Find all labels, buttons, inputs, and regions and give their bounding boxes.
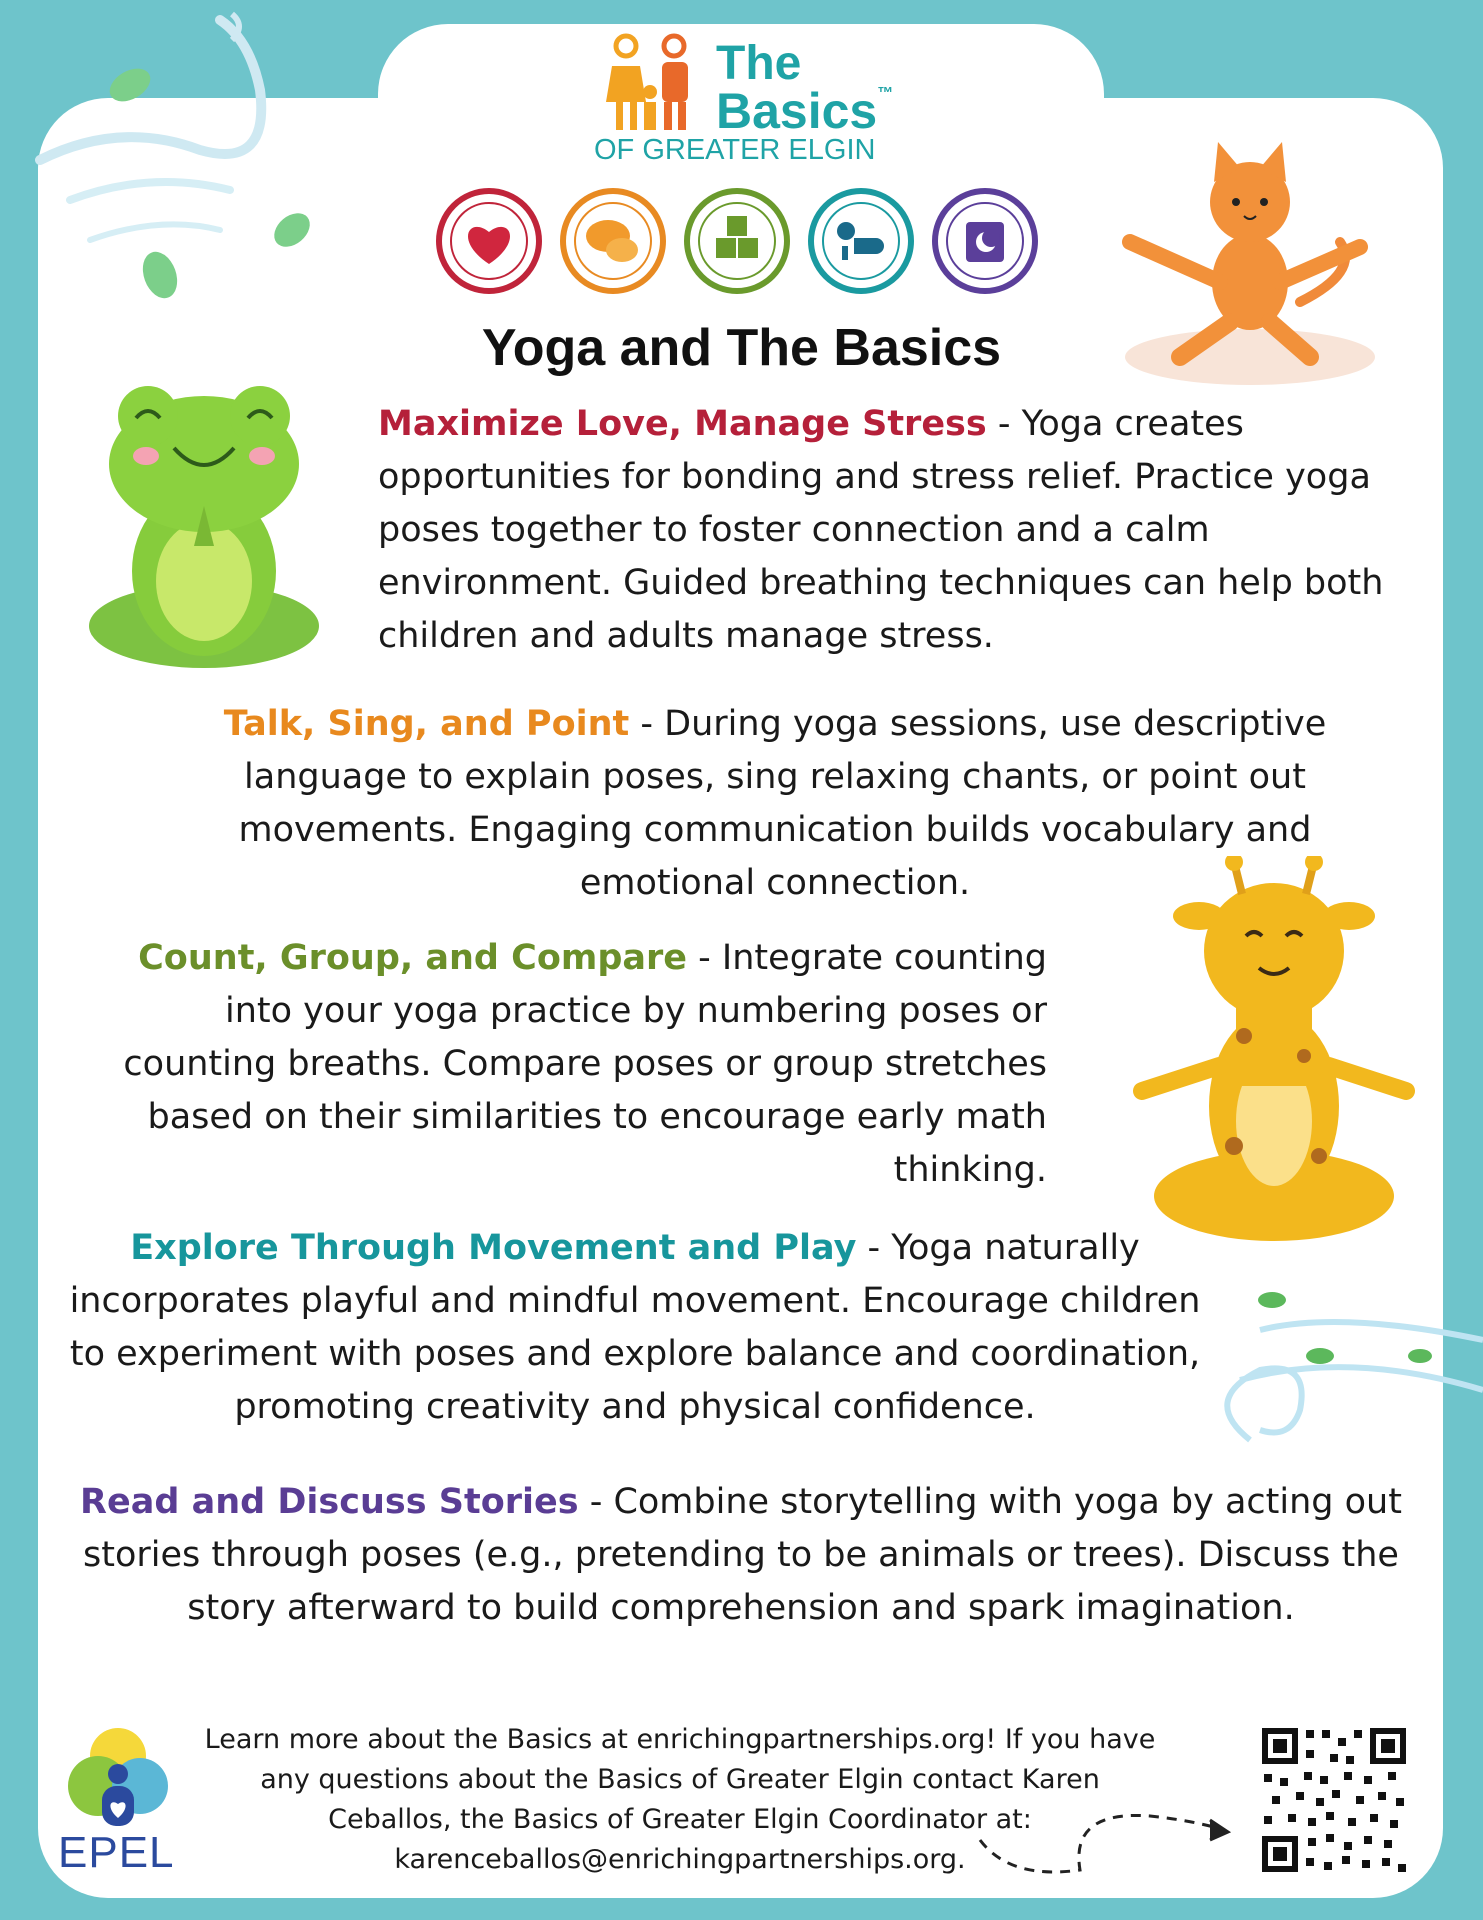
section-heading: Talk, Sing, and Point	[223, 704, 630, 744]
speech-badge-icon	[558, 186, 668, 296]
dashed-arrow-icon	[970, 1800, 1232, 1880]
heart-badge-icon	[434, 186, 544, 296]
section-read	[76, 1476, 1406, 1635]
section-body: - Combine storytelling with yoga by acting out stories through poses (e.g., pretending to be animals or trees). Discuss the story afterward to build comprehension and spark imagination.	[83, 1482, 1402, 1628]
footer-text: Learn more about the Basics at enrichingpartnerships.org! If you have any questions about the Basics of Greater Elgin contact Karen Ceballos, the Basics of Greater Elgin Coordinator at: karenceballos@enrichingpartnerships.org.	[204, 1724, 1156, 1875]
page-title: Yoga and The Basics	[481, 319, 1002, 377]
family-logo-icon	[598, 32, 704, 134]
section-heading: Count, Group, and Compare	[138, 938, 688, 978]
section-count	[92, 932, 1047, 1197]
section-body: - Integrate counting into your yoga practice by numbering poses or counting breaths. Compare poses or group stretches based on their similarities to encourage early math thinking.	[123, 938, 1047, 1190]
blocks-badge-icon	[682, 186, 792, 296]
badge-row	[434, 186, 1046, 296]
section-body: - Yoga naturally incorporates playful and mindful movement. Encourage children to experiment with poses and explore balance and coordination, promoting creativity and physical confidence.	[69, 1228, 1201, 1427]
crawling-baby-badge-icon	[806, 186, 916, 296]
giraffe-illustration	[1124, 856, 1444, 1256]
book-badge-icon	[930, 186, 1040, 296]
qr-code[interactable]	[1260, 1726, 1408, 1874]
section-body: - During yoga sessions, use descriptive language to explain poses, sing relaxing chants, or point out movements. Engaging communication builds vocabulary and emotional connection.	[238, 704, 1327, 903]
section-heading: Read and Discuss Stories	[80, 1482, 579, 1522]
section-heading: Explore Through Movement and Play	[130, 1228, 857, 1268]
section-talk	[180, 698, 1370, 910]
section-heading: Maximize Love, Manage Stress	[378, 404, 987, 444]
section-explore	[60, 1222, 1210, 1434]
epel-label: EPEL	[58, 1828, 175, 1877]
frog-illustration	[84, 386, 324, 676]
wind-swirl-icon	[1220, 1280, 1483, 1470]
logo-line-sub: OF GREATER ELGIN	[594, 134, 876, 166]
logo-line-basics: Basics™	[716, 83, 894, 139]
section-body: - Yoga creates opportunities for bonding and stress relief. Practice yoga poses together to foster connection and a calm environment. Guided breathing techniques can help both children and adults manage stress.	[378, 404, 1384, 656]
section-love	[378, 398, 1408, 663]
logo-line-the: The	[716, 37, 802, 90]
wind-swirl-icon	[0, 0, 320, 320]
epel-logo-icon	[58, 1726, 178, 1831]
